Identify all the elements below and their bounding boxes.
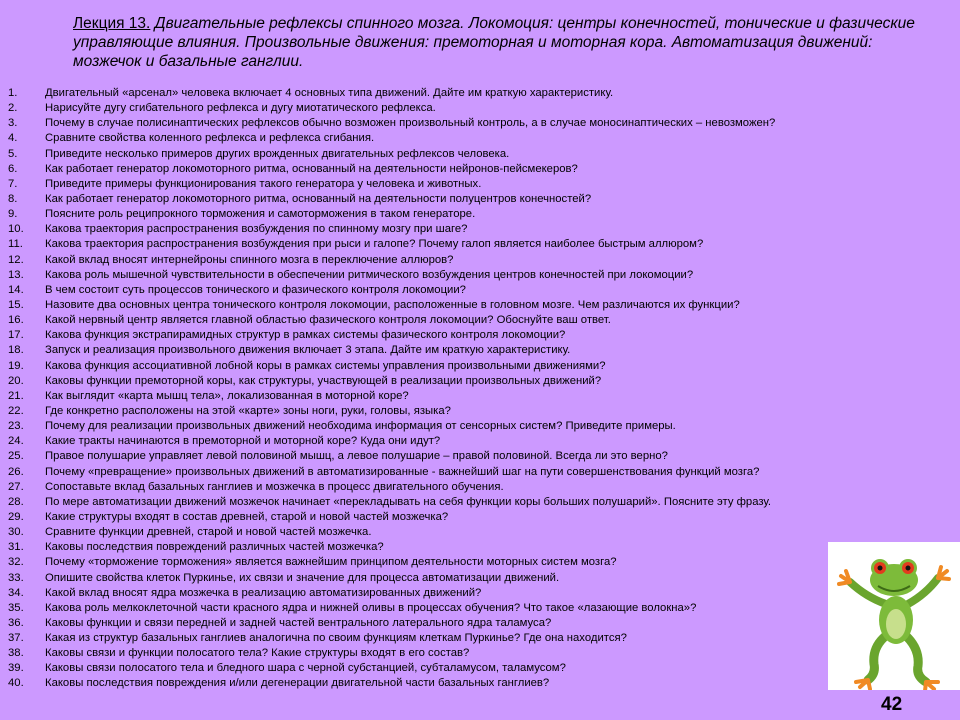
question-text: Какая из структур базальных ганглиев аналогична по своим функциям клеткам Пуркинье? Где она находится? — [45, 632, 627, 645]
question-text: Какой нервный центр является главной областью фазического контроля локомоции? Обоснуйте ваш ответ. — [45, 314, 611, 327]
slide-title — [73, 14, 933, 71]
question-text: Приведите примеры функционирования такого генератора у человека и животных. — [45, 177, 482, 190]
question-number: 21. — [8, 389, 24, 402]
question-item — [8, 162, 948, 177]
question-item — [8, 116, 948, 131]
question-text: Каковы функции и связи передней и задней частей вентрального латерального ядра таламуса? — [45, 616, 552, 629]
question-number: 28. — [8, 495, 24, 508]
question-number: 14. — [8, 283, 24, 296]
question-item — [8, 495, 948, 510]
question-item — [8, 676, 948, 691]
question-number: 23. — [8, 420, 24, 433]
question-item — [8, 601, 948, 616]
page-number: 42 — [881, 694, 903, 715]
question-number: 22. — [8, 404, 24, 417]
question-number: 17. — [8, 329, 24, 342]
question-text: Запуск и реализация произвольного движения включает 3 этапа. Дайте им краткую характеристику. — [45, 344, 571, 357]
frog-icon — [828, 542, 960, 690]
question-text: Какова роль мышечной чувствительности в обеспечении ритмического возбуждения центров конечностей при локомоции? — [45, 268, 694, 281]
question-item — [8, 419, 948, 434]
question-number: 32. — [8, 556, 24, 569]
question-text: Правое полушарие управляет левой половиной мышц, а левое полушарие – правой половиной. Всегда ли это верно? — [45, 450, 668, 463]
question-item — [8, 404, 948, 419]
question-number: 26. — [8, 465, 24, 478]
question-item — [8, 525, 948, 540]
question-number: 40. — [8, 677, 24, 690]
question-item — [8, 510, 948, 525]
question-text: Какие структуры входят в состав древней, старой и новой частей мозжечка? — [45, 510, 449, 523]
question-number: 10. — [8, 223, 24, 236]
question-text: Какова траектория распространения возбуждения при рыси и галопе? Почему галоп является наиболее быстрым аллюром? — [45, 238, 704, 251]
question-text: Какова функция экстрапирамидных структур в рамках системы фазического контроля локомоции? — [45, 329, 566, 342]
question-number: 38. — [8, 647, 24, 660]
question-item — [8, 101, 948, 116]
question-item — [8, 313, 948, 328]
question-number: 11. — [8, 238, 23, 251]
question-item — [8, 147, 948, 162]
question-number: 35. — [8, 601, 24, 614]
question-text: Приведите несколько примеров других врожденных двигательных рефлексов человека. — [45, 147, 510, 160]
question-text: Почему «торможение торможения» является важнейшим принципом деятельности моторных систем мозга? — [45, 556, 617, 569]
question-text: Какова траектория распространения возбуждения по спинному мозгу при шаге? — [45, 223, 468, 236]
question-item — [8, 253, 948, 268]
question-number: 7. — [8, 177, 18, 190]
question-number: 9. — [8, 208, 18, 221]
question-item — [8, 131, 948, 146]
question-item — [8, 661, 948, 676]
question-text: По мере автоматизации движений мозжечок начинает «перекладывать на себя функции коры больших полушарий». Поясните эту фразу. — [45, 495, 772, 508]
question-number: 2. — [8, 102, 18, 115]
question-item — [8, 328, 948, 343]
question-item — [8, 389, 948, 404]
question-item — [8, 207, 948, 222]
question-item — [8, 555, 948, 570]
question-text: Каковы последствия повреждения и/или дегенерации двигательной части базальных ганглиев? — [45, 677, 550, 690]
question-number: 15. — [8, 298, 24, 311]
question-list — [8, 86, 948, 692]
question-number: 16. — [8, 314, 24, 327]
question-number: 20. — [8, 374, 24, 387]
question-number: 25. — [8, 450, 24, 463]
question-number: 1. — [8, 87, 18, 99]
question-item — [8, 480, 948, 495]
question-number: 4. — [8, 132, 18, 145]
question-text: Какой вклад вносят интернейроны спинного мозга в переключение аллюров? — [45, 253, 454, 266]
question-text: Поясните роль реципрокного торможения и самоторможения в таком генераторе. — [45, 208, 476, 221]
question-number: 33. — [8, 571, 24, 584]
question-number: 18. — [8, 344, 24, 357]
question-item — [8, 586, 948, 601]
frog-illustration — [828, 542, 960, 690]
question-item — [8, 631, 948, 646]
question-item — [8, 268, 948, 283]
question-item — [8, 571, 948, 586]
question-text: Какие тракты начинаются в премоторной и моторной коре? Куда они идут? — [45, 435, 441, 448]
question-text: Какова функция ассоциативной лобной коры в рамках системы управления произвольными движениями? — [45, 359, 606, 372]
question-text: Где конкретно расположены на этой «карте» зоны ноги, руки, головы, языка? — [45, 404, 451, 417]
question-item — [8, 86, 948, 101]
question-item — [8, 359, 948, 374]
question-item — [8, 646, 948, 661]
question-text: Почему «превращение» произвольных движений в автоматизированные - важнейший шаг на пути совершенствования функций мозга? — [45, 465, 760, 478]
question-item — [8, 616, 948, 631]
question-item — [8, 177, 948, 192]
question-number: 5. — [8, 147, 18, 160]
question-text: Назовите два основных центра тонического контроля локомоции, расположенные в головном мозге. Чем различаются их функции? — [45, 298, 740, 311]
question-number: 29. — [8, 510, 24, 523]
question-item — [8, 449, 948, 464]
question-item — [8, 237, 948, 252]
question-item — [8, 222, 948, 237]
question-text: Каковы связи полосатого тела и бледного шара с черной субстанцией, субталамусом, таламусом? — [45, 662, 566, 675]
question-number: 30. — [8, 526, 24, 539]
question-text: Какой вклад вносят ядра мозжечка в реализацию автоматизированных движений? — [45, 586, 482, 599]
question-number: 12. — [8, 253, 24, 266]
question-text: Какова роль мелкоклеточной части красного ядра и нижней оливы в процессах обучения? Что такое «лазающие волокна»? — [45, 601, 697, 614]
question-number: 37. — [8, 632, 24, 645]
question-text: Опишите свойства клеток Пуркинье, их связи и значение для процесса автоматизации движений. — [45, 571, 560, 584]
question-text: Каковы функции премоторной коры, как структуры, участвующей в реализации произвольных движений? — [45, 374, 602, 387]
question-item — [8, 374, 948, 389]
question-item — [8, 192, 948, 207]
question-text: Нарисуйте дугу сгибательного рефлекса и дугу миотатического рефлекса. — [45, 102, 436, 115]
question-text: Сопоставьте вклад базальных ганглиев и мозжечка в процесс двигательного обучения. — [45, 480, 504, 493]
question-number: 36. — [8, 616, 24, 629]
title-text: Двигательные рефлексы спинного мозга. Локомоция: центры конечностей, тонические и фазические управляющие влияния. Произвольные движения: премоторная и моторная кора. Автоматизация движений: мозжечок и базальные ганглии. — [73, 15, 915, 70]
question-text: Каковы связи и функции полосатого тела? Какие структуры входят в его состав? — [45, 647, 470, 660]
question-text: Двигательный «арсенал» человека включает 4 основных типа движений. Дайте им краткую характеристику. — [45, 87, 614, 99]
question-item — [8, 298, 948, 313]
question-number: 27. — [8, 480, 24, 493]
question-number: 8. — [8, 192, 18, 205]
question-text: Каковы последствия повреждений различных частей мозжечка? — [45, 541, 384, 554]
question-text: Почему для реализации произвольных движений необходима информация от сенсорных систем? Приведите примеры. — [45, 420, 676, 433]
question-text: Сравните функции древней, старой и новой частей мозжечка. — [45, 526, 372, 539]
question-item — [8, 465, 948, 480]
question-number: 34. — [8, 586, 24, 599]
question-number: 31. — [8, 541, 24, 554]
question-number: 13. — [8, 268, 24, 281]
question-number: 19. — [8, 359, 24, 372]
question-number: 39. — [8, 662, 24, 675]
question-text: В чем состоит суть процессов тонического и фазического контроля локомоции? — [45, 283, 466, 296]
question-item — [8, 283, 948, 298]
title-lead: Лекция 13. — [73, 15, 151, 32]
question-text: Сравните свойства коленного рефлекса и рефлекса сгибания. — [45, 132, 375, 145]
question-text: Почему в случае полисинаптических рефлексов обычно возможен произвольный контроль, а в случае моносинаптических – невозможен? — [45, 117, 776, 130]
question-number: 6. — [8, 162, 18, 175]
question-number: 24. — [8, 435, 24, 448]
question-item — [8, 343, 948, 358]
question-item — [8, 540, 948, 555]
question-text: Как работает генератор локомоторного ритма, основанный на деятельности нейронов-пейсмекеров? — [45, 162, 578, 175]
question-text: Как выглядит «карта мышц тела», локализованная в моторной коре? — [45, 389, 409, 402]
question-item — [8, 434, 948, 449]
question-text: Как работает генератор локомоторного ритма, основанный на деятельности полуцентров конечностей? — [45, 192, 592, 205]
question-number: 3. — [8, 117, 18, 130]
